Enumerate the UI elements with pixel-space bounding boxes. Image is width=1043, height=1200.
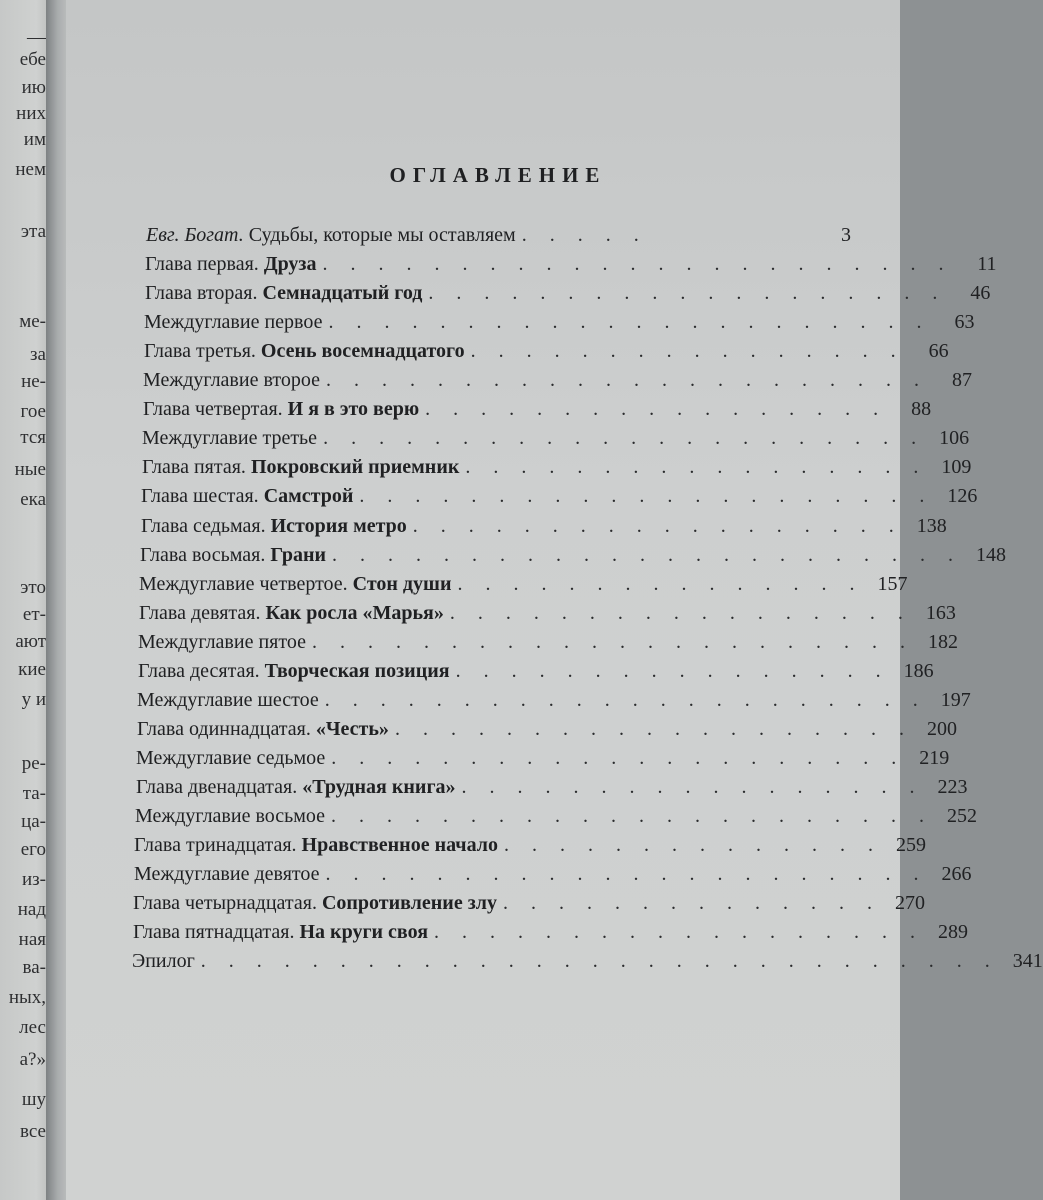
facing-page-text-fragment: ная [18,929,46,950]
facing-page-text-fragment: у и [21,689,46,710]
toc-entry [138,660,934,689]
page-title: ОГЛАВЛЕНИЕ [389,163,607,187]
toc-page-number: 87 [952,369,973,391]
toc-entry [145,282,991,311]
toc-entry-chapter: Глава тринадцатая. [134,834,297,856]
facing-page-text-fragment: не- [21,371,46,392]
toc-entry-name: Грани [270,544,327,566]
toc-entry [144,340,949,369]
toc-page-number: 266 [941,863,972,885]
toc-entry-chapter: Глава третья. [144,340,256,362]
toc-entry-chapter: Глава пятая. [142,456,246,478]
toc-entry-title [139,573,451,596]
toc-entry-chapter: Междуглавие четвертое. [139,573,348,595]
toc-leader-dots: . . . . . . . . . . . . . . . . . . . . . . [331,805,934,827]
facing-page-text-fragment: ре- [21,753,46,774]
toc-entry-title [136,776,456,799]
facing-page-text-fragment: над [17,899,46,920]
toc-entry [137,689,971,718]
facing-page-text-fragment: ме- [19,311,46,332]
toc-page [66,0,1043,1200]
toc-entry [146,224,851,253]
toc-entry-chapter: Глава восьмая. [140,544,266,566]
toc-entry [144,311,975,340]
toc-page-number: 223 [937,776,968,798]
facing-page-text-fragment: эта [20,221,46,242]
facing-page-text-fragment: ают [15,631,46,652]
facing-page-text-fragment: ет- [22,604,46,625]
facing-page-text-fragment: ные [14,459,46,480]
toc-entry-name: Сопротивление злу [321,892,497,914]
toc-entry-title [140,544,326,567]
toc-entry [143,369,973,398]
toc-entry-title [141,485,353,508]
toc-entry-title [144,311,322,334]
facing-page-text-fragment: лес [19,1017,46,1038]
toc-entry-chapter: Междуглавие третье [142,427,318,449]
toc-entry-title [139,602,444,625]
toc-leader-dots: . . . . . . . . . . . . . . . . . . . . . . [324,689,927,711]
toc-page-number: 88 [911,398,932,420]
toc-entry-title [137,718,389,741]
toc-entry-name: Как росла «Марья» [265,602,444,624]
toc-entry-title [145,282,422,305]
toc-page-number: 186 [903,660,934,682]
toc-page-number: 3 [841,224,851,246]
toc-entry-title [132,950,195,973]
toc-page-number: 259 [895,834,926,856]
toc-page-number: 11 [977,253,997,275]
toc-leader-dots: . . . . . . . . . . . . . . . . . . . [394,718,913,740]
toc-page-number: 126 [947,485,978,507]
toc-entry-title [142,427,317,450]
toc-entry-chapter: Глава десятая. [138,660,260,682]
toc-entry-title [146,224,516,247]
facing-page-text-fragment: ва- [22,957,46,978]
toc-entry [133,921,969,950]
facing-page-text-fragment: из- [21,869,46,890]
toc-entry [139,573,908,602]
toc-leader-dots: . . . . . . . . . . . . . . . . . . . . . . [325,863,928,885]
toc-entry-title [133,921,428,944]
facing-page-text-fragment: ека [20,489,46,510]
toc-leader-dots: . . . . . . . . . . . . . . . . . [465,456,928,478]
toc-entry-name: И я в это верю [287,398,420,420]
toc-entry-chapter: Глава пятнадцатая. [133,921,295,943]
toc-entry-name: Покровский приемник [250,456,460,478]
toc-entry-title [138,660,450,683]
toc-page-number: 289 [938,921,969,943]
toc-entry [135,805,978,834]
facing-page-text-fragment: них [16,103,46,124]
toc-entry-name: Стон души [352,573,452,595]
toc-entry [145,253,997,282]
toc-page-number: 197 [940,689,971,711]
toc-page-number: 46 [970,282,991,304]
toc-entry-title [134,863,320,886]
toc-entry-title [137,689,319,712]
facing-page-text-fragment: тся [20,427,46,448]
toc-leader-dots: . . . . . . . . . . . . . . . . . [449,602,912,624]
toc-page-number: 109 [941,456,972,478]
toc-leader-dots: . . . . . . . . . . . . . . . . . [461,776,924,798]
toc-entry [141,515,947,544]
toc-page-number: 106 [939,427,970,449]
toc-entry-title [143,369,320,392]
facing-page-text-fragment: ца- [21,811,46,832]
toc-leader-dots: . . . . . . . . . . . . . . . [457,573,864,595]
facing-page-text-fragment: шу [21,1089,46,1110]
toc-entry [143,398,932,427]
toc-entry [142,427,970,456]
toc-leader-dots: . . . . . . . . . . . . . . . . . . . . . [359,485,934,507]
toc-entry-author: Евг. Богат. [146,224,244,246]
toc-entry-chapter: Глава вторая. [145,282,258,304]
toc-leader-dots: . . . . . . . . . . . . . . . . . . [412,515,903,537]
toc-entry-chapter: Глава седьмая. [141,515,266,537]
toc-entry-chapter: Глава одиннадцатая. [137,718,311,740]
toc-entry-chapter: Эпилог [132,950,195,972]
toc-leader-dots: . . . . . . . . . . . . . . . . . . [434,921,925,943]
toc-entry [141,485,978,514]
toc-leader-dots: . . . . . . . . . . . . . . . . . . . . . . . [322,253,953,275]
facing-page-text-fragment: гое [20,401,46,422]
toc-leader-dots: . . . . . . . . . . . . . . [503,834,882,856]
toc-entry-chapter: Глава шестая. [141,485,259,507]
toc-entry-name: Творческая позиция [264,660,450,682]
toc-entry [134,834,926,863]
toc-entry [139,602,956,631]
toc-entry-title [141,515,407,538]
toc-entry [138,631,958,660]
toc-entry [142,456,972,485]
toc-entry-chapter: Междуглавие первое [144,311,323,333]
facing-page-edge [0,0,52,1200]
toc-entry-chapter: Междуглавие пятое [138,631,306,653]
toc-entry-name: На круги своя [299,921,429,943]
toc-entry-chapter: Глава первая. [145,253,259,275]
facing-page-text-fragment: за [30,344,46,365]
toc-leader-dots: . . . . . . . . . . . . . . . . . . . . . . [311,631,914,653]
facing-page-text-fragment: ию [21,77,46,98]
toc-leader-dots: . . . . . . . . . . . . . . . . . [425,398,888,420]
toc-leader-dots: . . . . . . . . . . . . . . . . [470,340,905,362]
facing-page-text-fragment: — [27,27,46,48]
toc-entry-chapter: Междуглавие второе [143,369,321,391]
toc-leader-dots: . . . . . . . . . . . . . . . . . . . . . . [328,311,931,333]
toc-entry-chapter: Глава девятая. [139,602,261,624]
facing-page-text-fragment: все [20,1121,46,1142]
toc-leader-dots: . . . . . . . . . . . . . . . . . . . . . [331,747,906,769]
toc-entry [133,892,925,921]
toc-page-number: 63 [954,311,975,333]
toc-leader-dots: . . . . . . . . . . . . . . . . . . . [428,282,947,304]
facing-page-text-fragment: а?» [19,1049,46,1070]
toc-page-number: 138 [916,515,947,537]
toc-entry-name: Семнадцатый год [262,282,423,304]
toc-entry [136,747,950,776]
toc-leader-dots: . . . . . . . . . . . . . . . . . . . . . . . . . . . . . [200,950,999,972]
toc-entry [132,950,1043,979]
toc-page-number: 163 [925,602,956,624]
toc-entry-name: Друза [263,253,317,275]
toc-entry-title [134,834,498,857]
facing-page-text-fragment: нем [15,159,46,180]
facing-page-text-fragment: это [20,577,46,598]
toc-entry-chapter: Глава четвертая. [143,398,283,420]
toc-leader-dots: . . . . . . . . . . . . . . . . [455,660,890,682]
toc-entry [134,863,972,892]
toc-entry-chapter: Междуглавие шестое [137,689,319,711]
toc-entry-title [142,456,459,479]
toc-entry-name: «Честь» [315,718,389,740]
toc-entry [137,718,957,747]
toc-page-number: 341 [1012,950,1043,972]
facing-page-text-fragment: ных, [8,987,46,1008]
toc-leader-dots: . . . . . . . . . . . . . . [502,892,881,914]
toc-page-number: 219 [919,747,950,769]
toc-entry [136,776,968,805]
facing-page-text-fragment: та- [22,783,46,804]
toc-entry-chapter: Междуглавие девятое [134,863,320,885]
toc-entry-title [136,747,325,770]
toc-entry-chapter: Глава четырнадцатая. [133,892,317,914]
toc-page-number: 157 [877,573,908,595]
toc-leader-dots: . . . . . . . . . . . . . . . . . . . . . . [326,369,929,391]
toc-page-number: 182 [927,631,958,653]
toc-entry-title [144,340,465,363]
toc-entry-name: Судьбы, которые мы оставляем [248,224,516,246]
toc-entry-title [138,631,306,654]
toc-entry-name: Нравственное начало [301,834,498,856]
toc-entry-name: Самстрой [263,485,354,507]
toc-leader-dots: . . . . . . . . . . . . . . . . . . . . . . . [332,544,963,566]
toc-entry-chapter: Глава двенадцатая. [136,776,298,798]
toc-page-number: 66 [928,340,949,362]
toc-entry-title [143,398,419,421]
toc-page-number: 200 [926,718,957,740]
facing-page-text-fragment: кие [18,659,46,680]
facing-page-text-fragment: его [20,839,46,860]
toc-entry-name: «Трудная книга» [302,776,456,798]
toc-entry-chapter: Междуглавие седьмое [136,747,326,769]
toc-leader-dots: . . . . . . . . . . . . . . . . . . . . . . [323,427,926,449]
toc-entry-chapter: Междуглавие восьмое [135,805,326,827]
toc-entry-name: История метро [270,515,407,537]
toc-entry [140,544,1007,573]
toc-entry-name: Осень восемнадцатого [260,340,465,362]
toc-page-number: 270 [894,892,925,914]
facing-page-text-fragment: им [23,129,46,150]
toc-page-number: 252 [947,805,978,827]
toc-entry-title [145,253,316,276]
toc-page-number: 148 [976,544,1007,566]
facing-page-text-fragment: ебе [19,49,46,70]
toc-entry-title [133,892,497,915]
toc-leader-dots: . . . . . [521,224,648,246]
toc-entry-title [135,805,325,828]
